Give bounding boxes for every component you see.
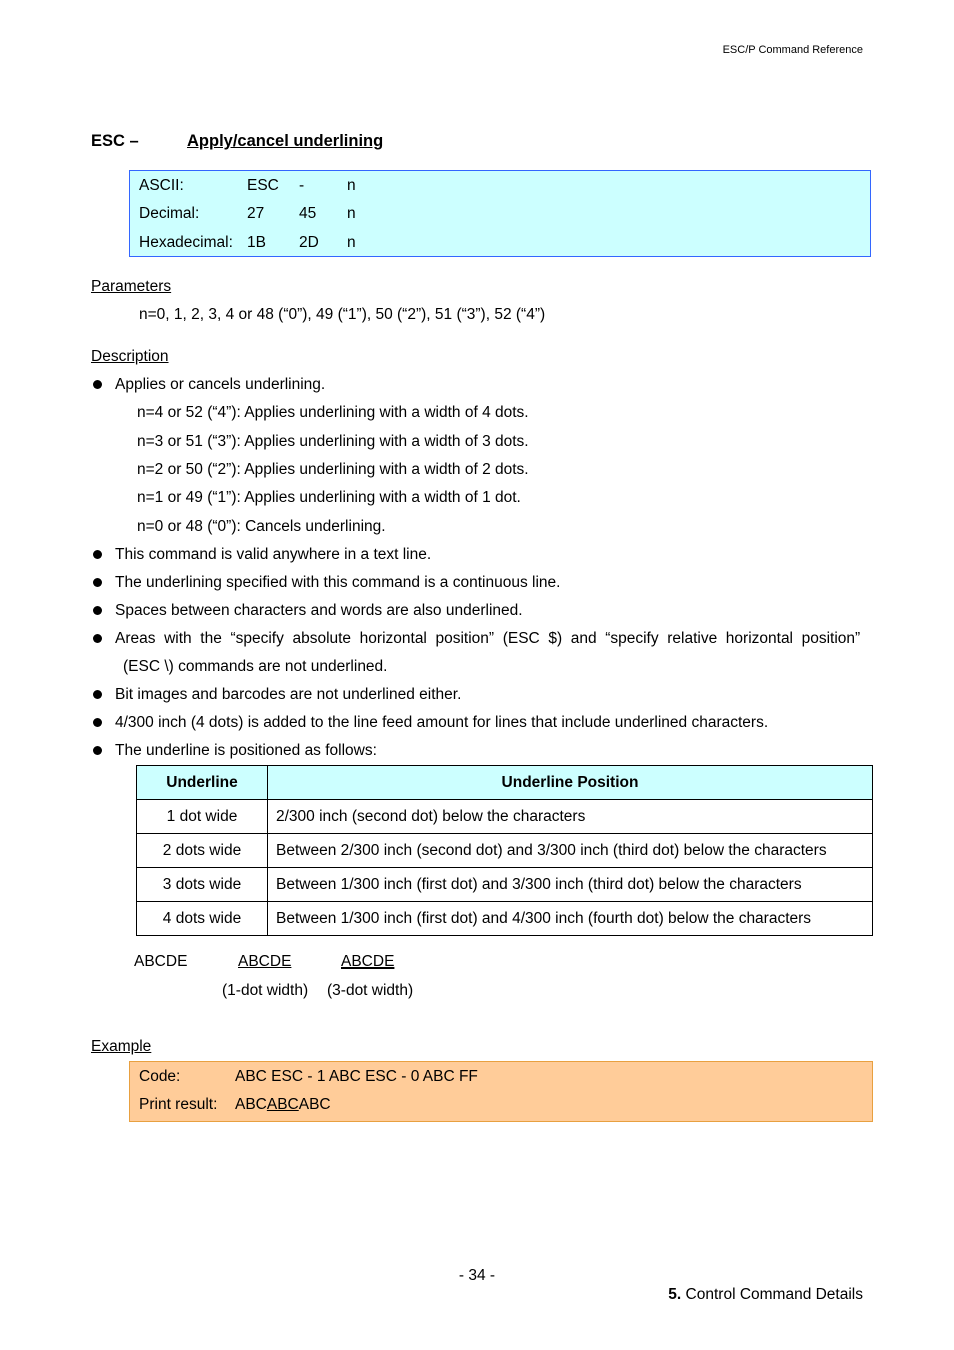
command-code-box: [129, 170, 871, 257]
bullet-icon: [93, 578, 102, 587]
bullet-icon: [93, 606, 102, 615]
title-name: Apply/cancel underlining: [187, 132, 384, 150]
code-label: ASCII:: [139, 177, 184, 194]
table-row: [137, 902, 873, 936]
sub-item: n=4 or 52 (“4”): Applies underlining with a width of 4 dots.: [137, 404, 529, 421]
parameters-text: n=0, 1, 2, 3, 4 or 48 (“0”), 49 (“1”), 50 (“2”), 51 (“3”), 52 (“4”): [139, 306, 546, 323]
table-cell: 3 dots wide: [137, 868, 268, 902]
example-result: [235, 1096, 331, 1114]
table-cell: Between 1/300 inch (first dot) and 3/300 inch (third dot) below the characters: [268, 868, 873, 902]
table-row: [137, 800, 873, 834]
table-cell: 2/300 inch (second dot) below the characters: [268, 800, 873, 834]
code-value: 2D: [299, 234, 319, 251]
code-value: ESC: [247, 177, 279, 194]
table-cell: Between 2/300 inch (second dot) and 3/300 inch (third dot) below the characters: [268, 834, 873, 868]
bullet-text: The underline is positioned as follows:: [115, 742, 377, 759]
table-header: Underline: [137, 766, 268, 800]
bullet-text: The underlining specified with this command is a continuous line.: [115, 574, 561, 591]
code-value: n: [347, 177, 356, 194]
description-heading: Description: [91, 348, 169, 365]
table-cell: 4 dots wide: [137, 902, 268, 936]
table-cell: 2 dots wide: [137, 834, 268, 868]
chapter-footer: [0, 1286, 863, 1304]
parameters-heading: Parameters: [91, 278, 172, 295]
example-code-value: ABC ESC - 1 ABC ESC - 0 ABC FF: [235, 1068, 478, 1085]
bullet-text: 4/300 inch (4 dots) is added to the line feed amount for lines that include underlined characters.: [115, 714, 769, 731]
result-part: ABC: [298, 1096, 331, 1113]
example-result-label: Print result:: [139, 1096, 218, 1113]
code-value: 1B: [247, 234, 266, 251]
bullet-icon: [93, 634, 102, 643]
chapter-number: 5.: [668, 1286, 682, 1303]
bullet-icon: [93, 718, 102, 727]
bullet-text: This command is valid anywhere in a text line.: [115, 546, 432, 563]
code-value: n: [347, 205, 356, 222]
sub-item: n=2 or 50 (“2”): Applies underlining with a width of 2 dots.: [137, 461, 529, 478]
bullet-text: Spaces between characters and words are also underlined.: [115, 602, 523, 619]
bullet-icon: [93, 550, 102, 559]
table-row: [137, 834, 873, 868]
sub-item: n=0 or 48 (“0”): Cancels underlining.: [137, 518, 386, 535]
code-value: -: [299, 177, 305, 194]
page-title: [91, 132, 383, 151]
table-cell: Between 1/300 inch (first dot) and 4/300 inch (fourth dot) below the characters: [268, 902, 873, 936]
sub-item: n=3 or 51 (“3”): Applies underlining with a width of 3 dots.: [137, 433, 529, 450]
result-part-underlined: ABC: [266, 1096, 299, 1113]
code-value: 27: [247, 205, 265, 222]
sample-1dot-caption: (1-dot width): [222, 982, 309, 999]
result-part: ABC: [235, 1096, 267, 1113]
bullet-text: Bit images and barcodes are not underlined either.: [115, 686, 462, 703]
header-reference: ESC/P Command Reference: [722, 44, 863, 56]
underline-position-table: [136, 765, 873, 936]
table-header: Underline Position: [268, 766, 873, 800]
example-heading: Example: [91, 1038, 152, 1055]
title-command: ESC –: [91, 132, 139, 150]
table-cell: 1 dot wide: [137, 800, 268, 834]
page-number: - 34 -: [458, 1267, 496, 1284]
sample-3dot-caption: (3-dot width): [327, 982, 414, 999]
code-value: n: [347, 234, 356, 251]
sample-3dot: ABCDE: [341, 953, 395, 970]
example-code-label: Code:: [139, 1068, 181, 1085]
sample-plain: ABCDE: [134, 953, 188, 970]
bullet-text: Areas with the “specify absolute horizontal position” (ESC $) and “specify relative horizontal position”: [115, 630, 861, 647]
bullet-icon: [93, 690, 102, 699]
code-label: Hexadecimal:: [139, 234, 233, 251]
example-box: [129, 1061, 873, 1122]
bullet-icon: [93, 380, 102, 389]
sub-item: n=1 or 49 (“1”): Applies underlining with a width of 1 dot.: [137, 489, 521, 506]
code-label: Decimal:: [139, 205, 200, 222]
table-row: [137, 868, 873, 902]
chapter-title: Control Command Details: [681, 1286, 863, 1303]
table-header-row: [137, 766, 873, 800]
bullet-text: Applies or cancels underlining.: [115, 376, 326, 393]
sample-1dot: ABCDE: [238, 953, 292, 970]
bullet-icon: [93, 746, 102, 755]
bullet-text-continued: (ESC \) commands are not underlined.: [123, 658, 388, 675]
code-value: 45: [299, 205, 317, 222]
